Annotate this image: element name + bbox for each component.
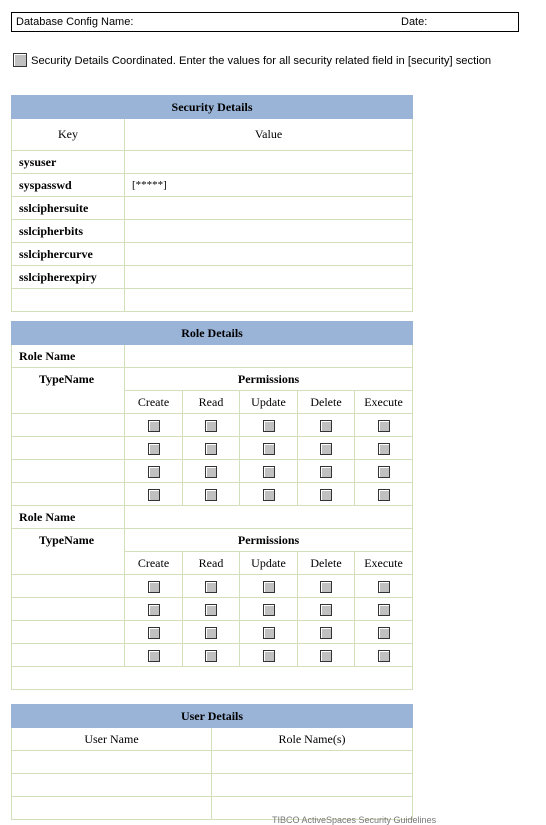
permission-checkbox[interactable] (320, 489, 332, 501)
type-name-field[interactable] (12, 621, 125, 644)
permission-checkbox[interactable] (378, 650, 390, 662)
permission-checkbox[interactable] (263, 604, 275, 616)
security-key: sysuser (12, 151, 125, 174)
value-header: Value (125, 119, 413, 151)
permission-checkbox[interactable] (148, 466, 160, 478)
database-config-name-label: Database Config Name: (16, 16, 134, 28)
permissions-label: Permissions (125, 529, 413, 552)
permission-row (12, 414, 413, 437)
permission-checkbox[interactable] (205, 420, 217, 432)
security-row (12, 174, 413, 197)
permission-cell (240, 644, 298, 667)
permission-checkbox[interactable] (320, 604, 332, 616)
permission-checkbox[interactable] (378, 627, 390, 639)
security-row-blank (12, 289, 413, 312)
permission-checkbox[interactable] (205, 650, 217, 662)
permission-checkbox[interactable] (320, 443, 332, 455)
permission-cell (125, 460, 183, 483)
permission-cell (125, 437, 183, 460)
permissions-label: Permissions (125, 368, 413, 391)
security-details-title: Security Details (12, 96, 413, 119)
security-row (12, 220, 413, 243)
permission-cell (240, 575, 298, 598)
permission-checkbox[interactable] (263, 420, 275, 432)
permission-checkbox[interactable] (320, 420, 332, 432)
permission-checkbox[interactable] (148, 627, 160, 639)
permission-checkbox[interactable] (263, 466, 275, 478)
key-header: Key (12, 119, 125, 151)
permission-checkbox[interactable] (320, 650, 332, 662)
permission-cell (183, 598, 240, 621)
security-row (12, 243, 413, 266)
permission-checkbox[interactable] (263, 650, 275, 662)
permission-cell (183, 437, 240, 460)
permission-cell (355, 621, 413, 644)
permission-checkbox[interactable] (148, 604, 160, 616)
security-row (12, 151, 413, 174)
permission-checkbox[interactable] (205, 443, 217, 455)
user-details-title: User Details (12, 705, 413, 728)
permission-cell (125, 414, 183, 437)
page-footer: TIBCO ActiveSpaces Security Guidelines (272, 815, 437, 825)
permission-checkbox[interactable] (148, 581, 160, 593)
permission-checkbox[interactable] (320, 581, 332, 593)
permission-cell (298, 483, 355, 506)
permission-cell (125, 483, 183, 506)
permission-cell (240, 621, 298, 644)
security-coordinated-row (13, 53, 491, 67)
role-name-label: Role Name (12, 506, 125, 529)
permission-column-header: Execute (355, 391, 413, 414)
permission-checkbox[interactable] (378, 443, 390, 455)
blank-cell (12, 289, 125, 312)
permission-cell (183, 644, 240, 667)
role-names-field[interactable] (212, 774, 413, 797)
permission-cell (240, 460, 298, 483)
permission-column-header: Read (183, 552, 240, 575)
permission-cell (125, 621, 183, 644)
permission-cell (355, 483, 413, 506)
permission-cell (125, 575, 183, 598)
role-blank-row (12, 667, 413, 690)
permission-column-header: Update (240, 391, 298, 414)
security-value-field[interactable] (125, 266, 413, 289)
permission-column-header: Update (240, 552, 298, 575)
type-name-field[interactable] (12, 414, 125, 437)
permission-checkbox[interactable] (148, 420, 160, 432)
user-row (12, 774, 413, 797)
permission-column-header: Create (125, 391, 183, 414)
permission-checkbox[interactable] (205, 581, 217, 593)
security-coordinated-label: Security Details Coordinated. Enter the values for all security related field in [security] section (31, 55, 492, 67)
permission-cell (240, 437, 298, 460)
role-names-header: Role Name(s) (212, 728, 413, 751)
permission-cell (355, 414, 413, 437)
permission-column-header: Delete (298, 552, 355, 575)
permission-checkbox[interactable] (148, 489, 160, 501)
permission-cell (240, 414, 298, 437)
permission-checkbox[interactable] (378, 581, 390, 593)
permission-checkbox[interactable] (205, 489, 217, 501)
blank-cell (12, 667, 413, 690)
permission-checkbox[interactable] (263, 489, 275, 501)
permission-row (12, 644, 413, 667)
role-names-field[interactable] (212, 751, 413, 774)
config-header-box (11, 12, 519, 32)
permission-column-header: Delete (298, 391, 355, 414)
security-key: sslciphercurve (12, 243, 125, 266)
type-permissions-row (12, 529, 413, 552)
permission-checkbox[interactable] (263, 627, 275, 639)
security-value-field[interactable]: [*****] (125, 174, 413, 197)
role-name-label: Role Name (12, 345, 125, 368)
security-value-field[interactable] (125, 243, 413, 266)
role-name-field[interactable] (125, 345, 413, 368)
permission-column-header: Read (183, 391, 240, 414)
permission-cell (183, 460, 240, 483)
permission-row (12, 598, 413, 621)
permission-row (12, 575, 413, 598)
user-name-header: User Name (12, 728, 212, 751)
permission-cell (355, 437, 413, 460)
permission-cell (298, 644, 355, 667)
permission-row (12, 460, 413, 483)
permission-checkbox[interactable] (378, 420, 390, 432)
security-value-field[interactable] (125, 220, 413, 243)
permission-checkbox[interactable] (205, 627, 217, 639)
permission-cell (183, 575, 240, 598)
type-name-field[interactable] (12, 644, 125, 667)
permission-cell (298, 414, 355, 437)
type-permissions-row (12, 368, 413, 391)
permission-checkbox[interactable] (320, 466, 332, 478)
permission-cell (355, 598, 413, 621)
security-row (12, 197, 413, 220)
type-name-field[interactable] (12, 598, 125, 621)
role-name-row (12, 506, 413, 529)
security-value-field[interactable] (125, 151, 413, 174)
permission-cell (355, 575, 413, 598)
user-name-field[interactable] (12, 797, 212, 820)
security-key: sslcipherbits (12, 220, 125, 243)
security-coordinated-checkbox[interactable] (13, 53, 27, 67)
type-name-label: TypeName (12, 368, 125, 414)
security-row (12, 266, 413, 289)
type-name-field[interactable] (12, 483, 125, 506)
permission-cell (240, 598, 298, 621)
permission-checkbox[interactable] (263, 581, 275, 593)
permission-cell (298, 575, 355, 598)
permission-cell (183, 621, 240, 644)
permission-cell (183, 483, 240, 506)
permission-checkbox[interactable] (378, 466, 390, 478)
permission-column-header: Execute (355, 552, 413, 575)
permission-checkbox[interactable] (148, 443, 160, 455)
permission-column-header: Create (125, 552, 183, 575)
role-name-row (12, 345, 413, 368)
permission-cell (125, 644, 183, 667)
type-name-field[interactable] (12, 575, 125, 598)
permission-checkbox[interactable] (320, 627, 332, 639)
permission-checkbox[interactable] (205, 466, 217, 478)
permission-cell (355, 460, 413, 483)
permission-cell (125, 598, 183, 621)
security-details-table (11, 95, 413, 312)
type-name-field[interactable] (12, 437, 125, 460)
security-value-field[interactable] (125, 197, 413, 220)
permission-cell (298, 598, 355, 621)
security-key: syspasswd (12, 174, 125, 197)
security-key: sslciphersuite (12, 197, 125, 220)
permission-cell (183, 414, 240, 437)
security-key: sslcipherexpiry (12, 266, 125, 289)
permission-row (12, 437, 413, 460)
permission-checkbox[interactable] (378, 604, 390, 616)
permission-checkbox[interactable] (378, 489, 390, 501)
user-name-field[interactable] (12, 774, 212, 797)
permission-cell (298, 621, 355, 644)
permission-checkbox[interactable] (263, 443, 275, 455)
permission-row (12, 483, 413, 506)
user-details-table (11, 704, 413, 820)
role-name-field[interactable] (125, 506, 413, 529)
user-name-field[interactable] (12, 751, 212, 774)
type-name-label: TypeName (12, 529, 125, 575)
permission-cell (355, 644, 413, 667)
permission-cell (298, 437, 355, 460)
role-details-table (11, 321, 413, 690)
blank-cell[interactable] (125, 289, 413, 312)
permission-checkbox[interactable] (205, 604, 217, 616)
permission-checkbox[interactable] (148, 650, 160, 662)
permission-cell (298, 460, 355, 483)
user-row (12, 751, 413, 774)
date-label: Date: (401, 16, 428, 28)
role-details-title: Role Details (12, 322, 413, 345)
permission-cell (240, 483, 298, 506)
permission-row (12, 621, 413, 644)
type-name-field[interactable] (12, 460, 125, 483)
